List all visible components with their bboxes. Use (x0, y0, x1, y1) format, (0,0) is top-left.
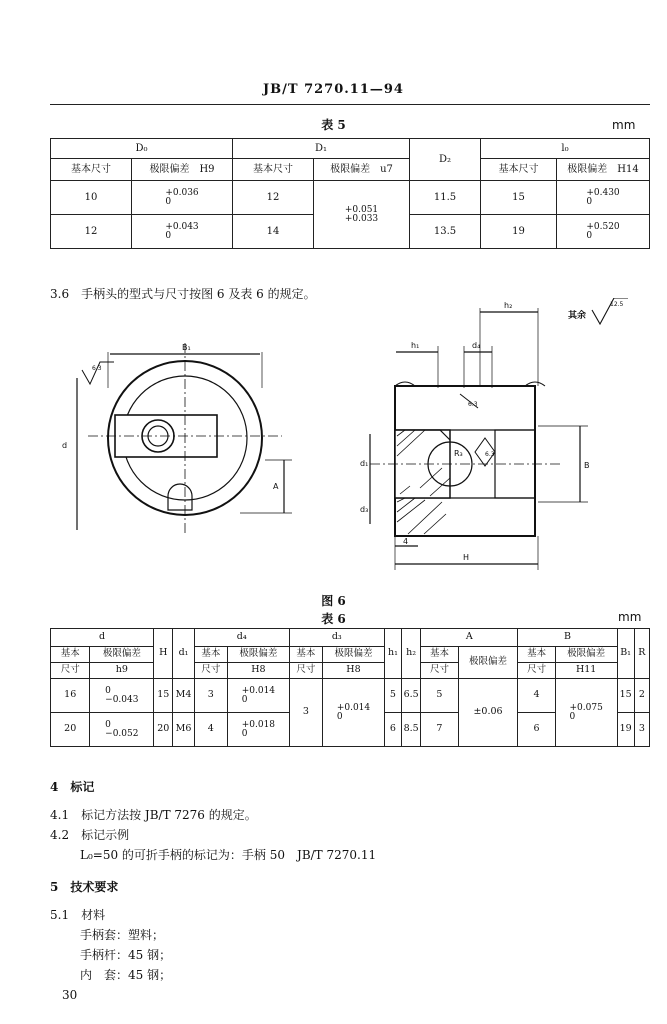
table6-sub-d4-tol: 极限偏差 (228, 647, 290, 663)
label-h1: h₁ (411, 341, 420, 350)
table6-sub-size: 尺寸 (421, 663, 458, 679)
table6-sub-basic: 基本 (518, 647, 555, 663)
table6-cell-d4-tol: +0.018 0 (228, 713, 290, 747)
table6-cell-d-tol: 0 −0.043 (90, 679, 154, 713)
table6-cell-d: 16 (51, 679, 90, 713)
table5-cell-l0: 19 (481, 215, 557, 249)
table6-sub-basic: 基本 (421, 647, 458, 663)
table6-cell-a-tol: ±0.06 (458, 679, 518, 747)
table6-group-d3: d₃ (289, 629, 384, 647)
label-four: 4 (403, 537, 409, 546)
table6-group-a: A (421, 629, 518, 647)
section5-title: 5 技术要求 (50, 880, 119, 894)
figure6-caption: 图 6 (321, 594, 346, 608)
roughness-rest-value: 12.5 (610, 301, 624, 308)
table6-cell-a: 7 (421, 713, 458, 747)
table5-cell-l0: 15 (481, 181, 557, 215)
table6-cell-d1: M6 (173, 713, 194, 747)
table6-cell-d4: 4 (194, 713, 227, 747)
table6-sub-size: 尺寸 (51, 663, 90, 679)
table5-sub-d1-tol: 极限偏差 u7 (314, 159, 410, 181)
label-d1: d₁ (360, 459, 369, 468)
table5-sub-d1-basic: 基本尺寸 (233, 159, 314, 181)
table5-sub-d0-tol: 极限偏差 H9 (132, 159, 233, 181)
table5-cell-d2: 11.5 (410, 181, 481, 215)
table6-cell-b: 6 (518, 713, 555, 747)
table5-cell-d1: 14 (233, 215, 314, 249)
table6-group-d: d (51, 629, 154, 647)
section-3-6-text: 3.6 手柄头的型式与尺寸按图 6 及表 6 的规定。 (50, 287, 316, 301)
side-hole (168, 484, 192, 510)
table5-group-l0: l₀ (481, 139, 650, 159)
roughness-center: 6.3 (485, 451, 495, 458)
table5-cell-d0-tol: +0.036 0 (132, 181, 233, 215)
table5-cell-d2: 13.5 (410, 215, 481, 249)
table6-cell-h2: 6.5 (402, 679, 421, 713)
table6-cell-b: 4 (518, 679, 555, 713)
label-b1: B₁ (182, 343, 191, 352)
table-row (51, 181, 650, 215)
table5-group-d2: D₂ (410, 139, 481, 181)
label-h2: h₂ (504, 301, 513, 310)
material-line-1: 手柄套：塑料； (80, 928, 165, 942)
roughness-left: 6.3 (92, 365, 102, 372)
label-a: A (273, 482, 279, 491)
material-line-2: 手柄杆：45 钢； (80, 948, 172, 962)
table6-cell-b-tol: +0.075 0 (555, 679, 617, 747)
table6-sub-size: 尺寸 (289, 663, 322, 679)
table-row (51, 679, 650, 713)
table6-cell-h1: 6 (384, 713, 401, 747)
table5-sub-d0-basic: 基本尺寸 (51, 159, 132, 181)
table6-cell-h2: 8.5 (402, 713, 421, 747)
label-b: B (584, 461, 590, 470)
table6-cell-d: 20 (51, 713, 90, 747)
roughness-rest-label: 其余 (568, 311, 587, 321)
table6-group-r: R (634, 629, 649, 679)
table6-cell-b1: 19 (617, 713, 634, 747)
table6-cell-d-tol: 0 −0.052 (90, 713, 154, 747)
table6-sub-size: 尺寸 (518, 663, 555, 679)
table5-unit: mm (612, 118, 636, 132)
table5-sub-l0-tol: 极限偏差 H14 (557, 159, 650, 181)
table6-cell-b1: 15 (617, 679, 634, 713)
table6-sub-basic: 基本 (289, 647, 322, 663)
table5-cell-d1-tol: +0.051 +0.033 (314, 181, 410, 249)
table6-sub-d-fit: h9 (90, 663, 154, 679)
table5-caption: 表 5 (321, 118, 346, 132)
table5-cell-l0-tol: +0.430 0 (557, 181, 650, 215)
section4-example: L₀=50 的可折手柄的标记为：手柄 50 JB/T 7270.11 (80, 848, 377, 862)
table6-cell-h: 20 (154, 713, 173, 747)
table5-cell-d0: 10 (51, 181, 132, 215)
table6-sub-d-tol: 极限偏差 (90, 647, 154, 663)
table6-sub-size: 尺寸 (194, 663, 227, 679)
label-d: d (62, 441, 68, 450)
table5 (50, 138, 650, 249)
table5-cell-l0-tol: +0.520 0 (557, 215, 650, 249)
section4-2-text: 4.2 标记示例 (50, 828, 130, 842)
table6-cell-r: 3 (634, 713, 649, 747)
table6-sub-basic: 基本 (51, 647, 90, 663)
table6-group-h: H (154, 629, 173, 679)
table6-cell-d4-tol: +0.014 0 (228, 679, 290, 713)
section4-1-text: 4.1 标记方法按 JB/T 7276 的规定。 (50, 808, 257, 822)
table6-cell-h: 15 (154, 679, 173, 713)
table5-cell-d1: 12 (233, 181, 314, 215)
table5-sub-l0-basic: 基本尺寸 (481, 159, 557, 181)
table6-cell-r: 2 (634, 679, 649, 713)
table6-sub-a-tol: 极限偏差 (458, 647, 518, 679)
label-h: H (463, 553, 470, 562)
label-d4: d₄ (472, 341, 481, 350)
page-number: 30 (62, 988, 78, 1002)
table6-sub-basic: 基本 (194, 647, 227, 663)
table6-sub-b-fit: H11 (555, 663, 617, 679)
table5-cell-d0-tol: +0.043 0 (132, 215, 233, 249)
section5-1-text: 5.1 材料 (50, 908, 106, 922)
standard-code-header: JB/T 7270.11—94 (263, 82, 404, 97)
table6-sub-d4-fit: H8 (228, 663, 290, 679)
table6-unit: mm (618, 610, 642, 624)
table6-caption: 表 6 (321, 612, 346, 626)
table6-group-h2: h₂ (402, 629, 421, 679)
roughness-mid: 6.3 (468, 401, 478, 408)
table6-cell-d3: 3 (289, 679, 322, 747)
label-r3: R₃ (454, 449, 463, 458)
table6-group-b1: B₁ (617, 629, 634, 679)
table6-sub-b-tol: 极限偏差 (555, 647, 617, 663)
table6-cell-d1: M4 (173, 679, 194, 713)
table6 (50, 628, 650, 747)
table6-sub-d3-tol: 极限偏差 (323, 647, 385, 663)
table6-cell-d3-tol: +0.014 0 (323, 679, 385, 747)
table5-cell-d0: 12 (51, 215, 132, 249)
label-d3: d₃ (360, 505, 369, 514)
table6-group-h1: h₁ (384, 629, 401, 679)
table6-cell-d4: 3 (194, 679, 227, 713)
table6-cell-a: 5 (421, 679, 458, 713)
section4-title: 4 标记 (50, 780, 95, 794)
table6-group-b: B (518, 629, 617, 647)
table6-sub-d3-fit: H8 (323, 663, 385, 679)
table5-group-d0: D₀ (51, 139, 233, 159)
table6-cell-h1: 5 (384, 679, 401, 713)
figure6-drawing (40, 298, 650, 588)
table5-group-d1: D₁ (233, 139, 410, 159)
table6-group-d1: d₁ (173, 629, 194, 679)
table6-group-d4: d₄ (194, 629, 289, 647)
material-line-3: 内 套：45 钢； (80, 968, 172, 982)
header-rule (50, 104, 650, 105)
